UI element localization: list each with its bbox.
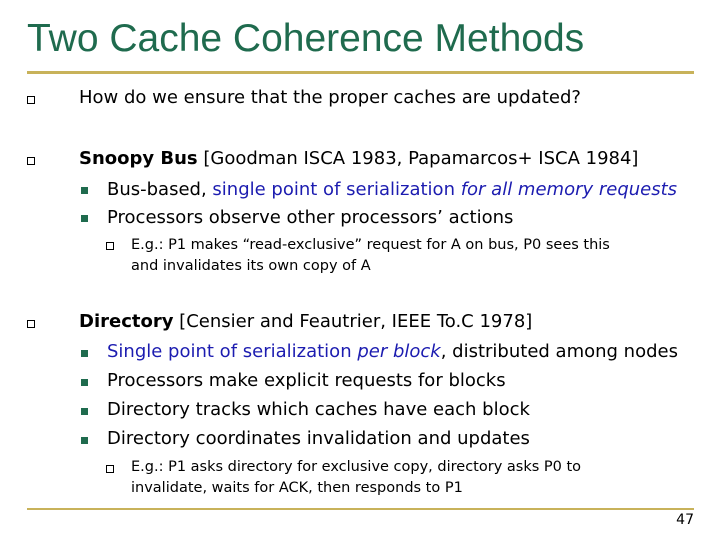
solid-square-bullet-icon [81,215,88,222]
hollow-square-bullet-icon [106,242,114,250]
snoopy-point-1-c: for all memory requests [460,179,678,200]
snoopy-bus-heading [79,148,638,169]
directory-citation: [Censier and Feautrier, IEEE To.C 1978] [173,311,533,332]
snoopy-example [131,235,610,277]
directory-example-line-2: invalidate, waits for ACK, then responds to P1 [131,480,463,496]
solid-square-bullet-icon [81,187,88,194]
directory-point-1 [107,341,678,362]
snoopy-example-line-1: E.g.: P1 makes “read-exclusive” request for A on bus, P0 sees this [131,237,610,253]
directory-point-4: Directory coordinates invalidation and updates [107,428,530,449]
directory-point-1-a: Single point of serialization [107,341,358,362]
page-number: 47 [676,512,694,528]
hollow-square-bullet-icon [27,96,35,104]
solid-square-bullet-icon [81,408,88,415]
slide-title: Two Cache Coherence Methods [27,17,585,60]
snoopy-point-1-a: Bus-based, [107,179,213,200]
directory-point-1-c: , distributed among nodes [440,341,678,362]
solid-square-bullet-icon [81,437,88,444]
directory-example [131,457,581,499]
directory-example-line-1: E.g.: P1 asks directory for exclusive copy, directory asks P0 to [131,459,582,475]
snoopy-example-line-2: and invalidates its own copy of A [131,258,371,274]
question-bullet: How do we ensure that the proper caches are updated? [79,87,581,108]
snoopy-point-1 [107,179,677,200]
directory-point-1-b: per block [357,341,441,362]
solid-square-bullet-icon [81,379,88,386]
directory-point-3: Directory tracks which caches have each block [107,399,530,420]
hollow-square-bullet-icon [27,320,35,328]
directory-term: Directory [79,311,174,332]
title-underline [27,71,694,74]
hollow-square-bullet-icon [106,465,114,473]
snoopy-point-1-b: single point of serialization [212,179,461,200]
directory-heading [79,311,532,332]
snoopy-bus-citation: [Goodman ISCA 1983, Papamarcos+ ISCA 1984] [197,148,639,169]
solid-square-bullet-icon [81,350,88,357]
snoopy-point-2: Processors observe other processors’ actions [107,207,514,228]
hollow-square-bullet-icon [27,157,35,165]
footer-rule [27,508,694,510]
directory-point-2: Processors make explicit requests for blocks [107,370,506,391]
snoopy-bus-term: Snoopy Bus [79,148,198,169]
